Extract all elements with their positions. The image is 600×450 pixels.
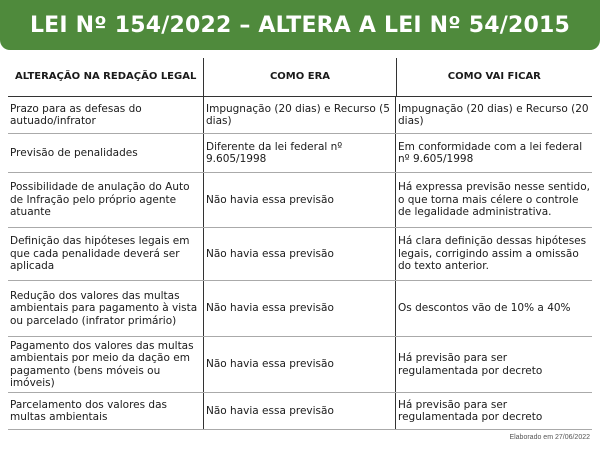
cell-como-vai-ficar: Há previsão para ser regulamentada por decreto [398, 398, 543, 423]
title-banner [0, 0, 600, 50]
table-row [8, 97, 592, 134]
cell-como-era: Não havia essa previsão [204, 228, 396, 280]
cell-como-vai-ficar: Há clara definição dessas hipóteses legais, corrigindo assim a omissão do texto anterior. [398, 235, 587, 273]
cell-como-vai-ficar: Os descontos vão de 10% a 40% [398, 302, 571, 315]
cell-como-era: Não havia essa previsão [204, 393, 396, 429]
page-title: LEI Nº 154/2022 – ALTERA A LEI Nº 54/2015 [29, 12, 571, 38]
cell-alteracao: Parcelamento dos valores das multas ambientais [8, 393, 204, 429]
cell-como-era: Diferente da lei federal nº 9.605/1998 [204, 134, 396, 172]
cell-como-vai-ficar: Há expressa previsão nesse sentido, o que torna mais célere o controle de legalidade administrativa. [398, 181, 590, 219]
cell-alteracao: Definição das hipóteses legais em que cada penalidade deverá ser aplicada [8, 228, 204, 280]
comparison-table [8, 58, 592, 430]
cell-como-vai-ficar: Em conformidade com a lei federal nº 9.605/1998 [398, 140, 583, 165]
table-header-row [8, 58, 592, 97]
cell-alteracao: Previsão de penalidades [8, 134, 204, 172]
table-row [8, 134, 592, 173]
cell-alteracao: Prazo para as defesas do autuado/infrator [8, 97, 204, 133]
header-como-vai-ficar: COMO VAI FICAR [447, 71, 541, 82]
cell-como-era: Não havia essa previsão [204, 173, 396, 227]
cell-como-era: Não havia essa previsão [204, 337, 396, 392]
cell-alteracao: Possibilidade de anulação do Auto de Infração pelo próprio agente atuante [8, 173, 204, 227]
table-row [8, 228, 592, 281]
header-alteracao: ALTERAÇÃO NA REDAÇÃO LEGAL [8, 58, 204, 96]
cell-alteracao: Redução dos valores das multas ambientais para pagamento à vista ou parcelado (infrator primário) [8, 281, 204, 336]
cell-alteracao: Pagamento dos valores das multas ambientais por meio da dação em pagamento (bens móveis ou imóveis) [8, 337, 204, 392]
table-row [8, 173, 592, 228]
table-row [8, 281, 592, 337]
cell-como-era: Impugnação (20 dias) e Recurso (5 dias) [204, 97, 396, 133]
table-row [8, 393, 592, 430]
header-como-era: COMO ERA [204, 58, 396, 96]
footer-note: Elaborado em 27/06/2022 [509, 434, 590, 441]
cell-como-vai-ficar: Impugnação (20 dias) e Recurso (20 dias) [398, 102, 589, 127]
cell-como-era: Não havia essa previsão [204, 281, 396, 336]
table-row [8, 337, 592, 393]
cell-como-vai-ficar: Há previsão para ser regulamentada por decreto [398, 352, 543, 377]
